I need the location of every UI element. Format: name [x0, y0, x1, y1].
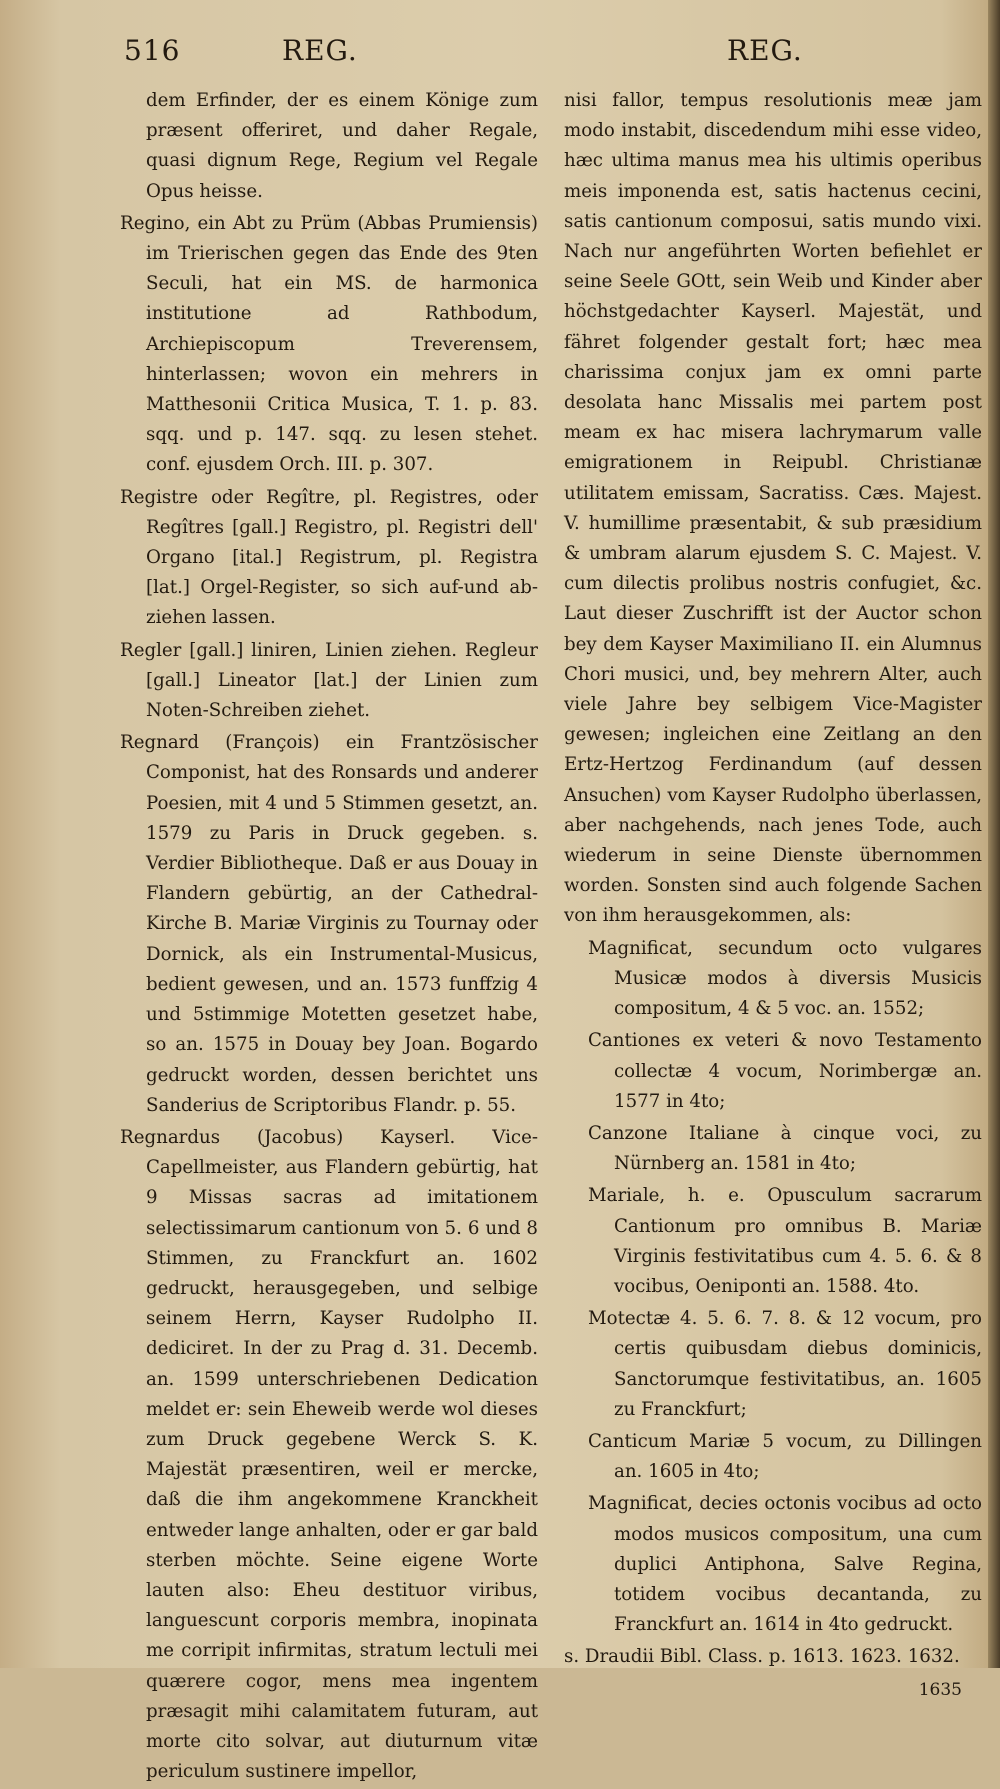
- right-running-head: REG.: [727, 34, 803, 67]
- entry-regnardus: Regnardus (Jacobus) Kayserl. Vice-Capellmeister, aus Flandern gebürtig, hat 9 Missas sacras ad imitationem selectissimarum cantionum von 5. 6 und 8 Stimmen, zu Franckfurt an. 1602 gedruckt, herausgegeben, und selbige seinem Herrn, Kayser Rudolpho II. dediciret. In der zu Prag d. 31. Decemb. an. 1599 unterschriebenen Dedication meldet er: sein Eheweib werde wol dieses zum Druck gegebene Werck S. K. Majestät præsentiren, weil er mercke, daß die ihm angekommene Kranckheit entweder lange anhalten, oder er gar bald sterben möchte. Seine eigene Worte lauten also: Eheu destituor viribus, languescunt corporis membra, inopinata me corripit infirmitas, stratum lectuli mei quærere cogor, mens mea ingentem præsagit mihi calamitatem futuram, aut morte cito solvar, aut diuturnum vitæ periculum sustinere impellor,: [120, 1126, 538, 1783]
- work-item: Canticum Mariæ 5 vocum, zu Dillingen an. 1605 in 4to;: [588, 1430, 982, 1483]
- work-item: Magnificat, secundum octo vulgares Musicæ modos à diversis Musicis compositum, 4 & 5 voc. an. 1552;: [588, 937, 982, 1020]
- entry-regnard: Regnard (François) ein Frantzösischer Componist, hat des Ronsards und anderer Poesien, mit 4 und 5 Stimmen gesetzt, an. 1579 zu Paris in Druck gegeben. s. Verdier Bibliotheque. Daß er aus Douay in Flandern gebürtig, an der Cathedral-Kirche B. Mariæ Virginis zu Tournay oder Dornick, als ein Instrumental-Musicus, bedient gewesen, und an. 1573 funffzig 4 und 5stimmige Motetten gesetzet habe, so an. 1575 in Douay bey Joan. Bogardo gedruckt worden, dessen berichtet uns Sanderius de Scriptoribus Flandr. p. 55.: [120, 732, 538, 1116]
- entry-regnardus-continuation: nisi fallor, tempus resolutionis meæ jam modo instabit, discedendum mihi esse video, hæc ultima manus mea his ultimis operibus meis imponenda est, satis hactenus cecini, satis cantionum composui, satis mundo vixi. Nach nur angeführten Worten befiehlet er seine Seele GOtt, sein Weib und Kinder aber höchstgedachter Kayserl. Majestät, und fähret folgender gestalt fort; hæc mea charissima conjux jam ex omni parte desolata hanc Missalis mei partem post meam ex hac misera lachrymarum valle emigrationem in Reipubl. Christianæ utilitatem emissam, Sacratiss. Cæs. Majest. V. humillime præsentabit, & sub præsidium & umbram alarum ejusdem S. C. Majest. V. cum dilectis prolibus nostris confugiet, &c. Laut dieser Zuschrifft ist der Auctor schon bey dem Kayser Maximiliano II. ein Alumnus Chori musici, und, bey mehrern Alter, auch viele Jahre bey selbigem Vice-Magister gewesen; ingleichen eine Zeitlang an den Ertz-Hertzog Ferdinandum (auf dessen Ansuchen) vom Kayser Rudolpho überlassen, aber nachgehends, nach jenes Tode, auch wiederum in seine Dienste übernommen worden. Sonsten sind auch folgende Sachen von ihm herausgekommen, als:: [564, 90, 982, 927]
- work-item: Cantiones ex veteri & novo Testamento collectæ 4 vocum, Norimbergæ an. 1577 in 4to;: [588, 1030, 982, 1112]
- work-item: Mariale, h. e. Opusculum sacrarum Cantionum pro omnibus B. Mariæ Virginis festivitatibus cum 4. 5. 6. & 8 vocibus, Oeniponti an. 1588. 4to.: [588, 1185, 982, 1297]
- page-number: 516: [124, 34, 181, 67]
- work-item: Motectæ 4. 5. 6. 7. 8. & 12 vocum, pro certis quibusdam diebus dominicis, Sanctorumque festivitatibus, an. 1605 zu Franckfurt;: [588, 1308, 982, 1420]
- entry-regler: Regler [gall.] liniren, Linien ziehen. Regleur [gall.] Lineator [lat.] der Linien zum Noten-Schreiben ziehet.: [120, 639, 538, 722]
- reference-line: s. Draudii Bibl. Class. p. 1613. 1623. 1632.: [564, 1646, 960, 1668]
- work-item: Magnificat, decies octonis vocibus ad octo modos musicos compositum, una cum duplici Antiphona, Salve Regina, totidem vocibus decantanda, zu Franckfurt an. 1614 in 4to gedruckt.: [588, 1493, 982, 1636]
- work-item: Canzone Italiane à cinque voci, zu Nürnberg an. 1581 in 4to;: [588, 1122, 982, 1175]
- entry-registre: Registre oder Regître, pl. Registres, oder Regîtres [gall.] Registro, pl. Registri dell' Organo [ital.] Registrum, pl. Registra [lat.] Orgel-Register, so sich auf-und ab-ziehen lassen.: [120, 486, 538, 629]
- right-column: [564, 86, 982, 1707]
- left-running-head: REG.: [282, 34, 358, 67]
- reference-continuation: 1635: [918, 1679, 962, 1700]
- entry-regale-continuation: dem Erfinder, der es einem Könige zum præsent offeriret, und daher Regale, quasi dignum Rege, Regium vel Regale Opus heisse.: [146, 90, 538, 202]
- left-column: [120, 86, 538, 1789]
- running-header: [0, 34, 1000, 78]
- entry-regino: Regino, ein Abt zu Prüm (Abbas Prumiensis) im Trierischen gegen das Ende des 9ten Seculi, hat ein MS. de harmonica institutione ad Rathbodum, Archiepiscopum Treverensem, hinterlassen; wovon ein mehrers in Matthesonii Critica Musica, T. 1. p. 83. sqq. und p. 147. sqq. zu lesen stehet. conf. ejusdem Orch. III. p. 307.: [120, 212, 538, 476]
- page-edge: [988, 0, 1000, 1668]
